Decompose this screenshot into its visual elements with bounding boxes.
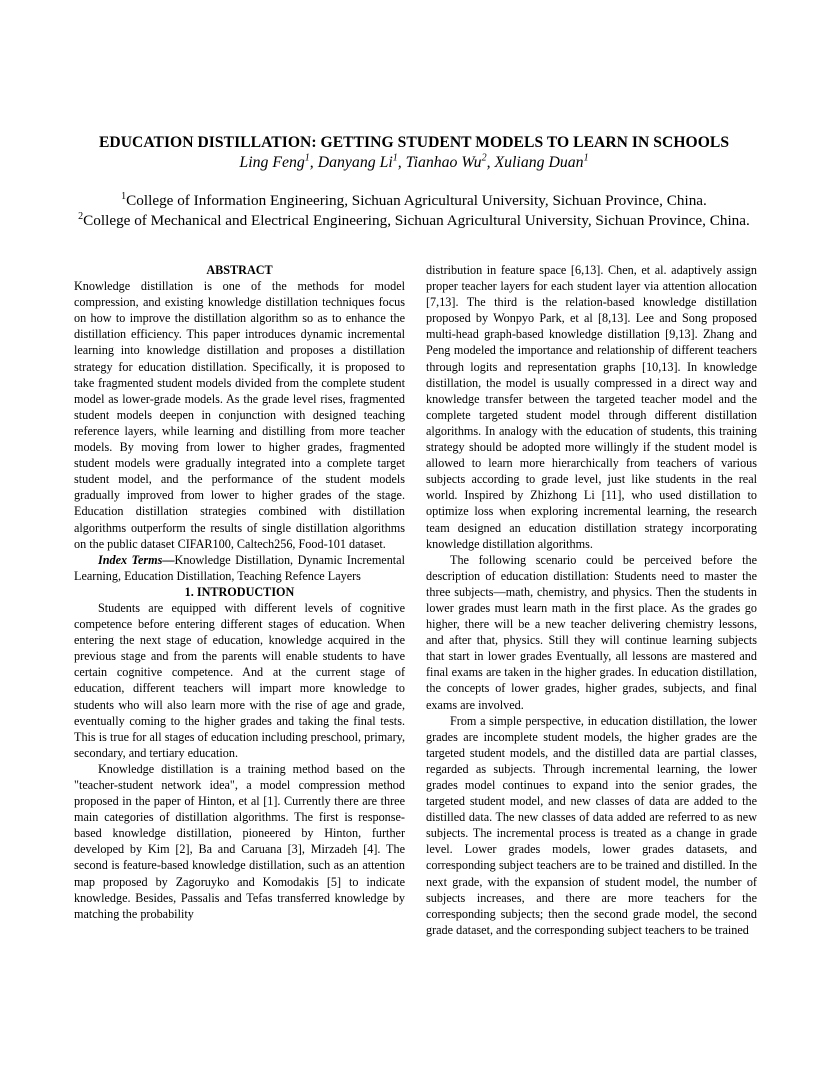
affiliations (60, 191, 768, 231)
index-terms-text: Knowledge Distillation, Dynamic Incremental Learning, Education Distillation, Teaching Refence Layers (74, 552, 405, 583)
intro-paragraph-1: Students are equipped with different levels of cognitive competence before entering different stages of education. When entering the next stage of education, knowledge acquired in the previous stage and from the parents will enable students to have certain cognitive competence. And at the current stage of education, different teachers will impart more knowledge to students who will also learn more with the rise of age and grade, eventually coming to the higher grades and taking the final tests. This is true for all stages of education including preschool, primary, secondary, and tertiary education. (74, 600, 405, 760)
abstract-text: Knowledge distillation is one of the methods for model compression, and existing knowledge distillation techniques focus on how to improve the distillation algorithm so as to enhance the distillation efficiency. This paper introduces dynamic incremental learning into knowledge distillation and proposes a distillation strategy for education distillation. Specifically, it is proposed to take fragmented student models divided from the complete student model as lower-grade models. As the grade level rises, fragmented student models deepen in conjunction with designed teaching reference layers, while learning and distilling from more teacher models. By moving from lower to higher grades, fragmented student models were gradually integrated into a complete target student model, and the performance of the student models gradually improved from lower to higher grades of the stage. Education distillation strategies combined with distillation algorithms outperform the results of single distillation algorithms on the public dataset CIFAR100, Caltech256, Food-101 dataset. (74, 279, 405, 551)
left-column (74, 262, 405, 922)
author-2: Danyang Li$^1$ (317, 152, 398, 171)
intro-paragraph-2-continued: distribution in feature space [6,13]. Chen, et al. adaptively assign proper teacher layers for each student layer via attention allocation [7,13]. The third is the relation-based knowledge distillation proposed by Wonpyo Park, et al [8,13]. Lee and Song proposed multi-head graph-based knowledge distillation [9,13]. Zhang and Peng modeled the importance and relationship of different teachers through logits and representation graphs [10,13]. In knowledge distillation, the model is usually compressed in a direct way and knowledge transfer between the targeted teacher model and the complete targeted student model through different distillation algorithms. In analogy with the education of students, this training strategy should be adopted more willingly if the student model is allowed to learn more hierarchically from teachers of various subjects according to grade level, just like students in the real world. Inspired by Zhizhong Li [11], who used distillation to optimize loss when exploring incremental learning, the research team designed an education distillation strategy incorporating knowledge distillation algorithms. (426, 263, 757, 551)
abstract-heading: ABSTRACT (206, 263, 273, 277)
index-terms (74, 552, 405, 584)
intro-paragraph-2: Knowledge distillation is a training method based on the "teacher-student network idea", a model compression method proposed in the paper of Hinton, et al [1]. Currently there are three main categories of distillation algorithms. The first is response-based knowledge distillation, pioneered by Hinton, further developed by Kim [2], Ba and Caruana [3], Mirzadeh [4]. The second is feature-based knowledge distillation, such as an attention map proposed by Zagoruyko and Komodakis [5] to indicate knowledge. Besides, Passalis and Tefas transferred knowledge by matching the probability (74, 761, 405, 921)
affiliation-1: $^1$College of Information Engineering, Sichuan Agricultural University, Sichuan Province, China. (121, 190, 707, 209)
introduction-heading: 1. INTRODUCTION (184, 584, 295, 599)
intro-paragraph-4: From a simple perspective, in education distillation, the lower grades are incomplete student models, the higher grades are the targeted student models, and the distilled data are partial classes, regarded as subjects. Through incremental learning, the lower grades model continues to expand into the senior grades, the targeted student model, and new classes of data are added to the distilled data. The new classes of data added are referred to as new subjects. The incremental process is treated as a change in grade level. Lower grades models, lower grades datasets, and corresponding subject teachers are to be trained and distilled. In the next grade, with the expansion of student model, the number of subjects increases, and there are more teachers for the corresponding subjects; then the second grade model, the second grade dataset, and the corresponding subject teachers to be trained (426, 713, 757, 937)
affiliation-2: $^2$College of Mechanical and Electrical Engineering, Sichuan Agricultural University, Sichuan Province, China. (78, 210, 750, 229)
author-3: Tianhao Wu$^2$ (405, 152, 487, 171)
author-1: Ling Feng$^1$ (239, 152, 310, 171)
author-4: Xuliang Duan$^1$ (494, 152, 589, 171)
paper-title: EDUCATION DISTILLATION: GETTING STUDENT MODELS TO LEARN IN SCHOOLS (98, 134, 730, 151)
intro-paragraph-3: The following scenario could be perceived before the description of education distillation: Students need to master the three subjects—math, chemistry, and physics. Then the students in lower grades must learn math in the first place. As the grades go higher, there will be a new teacher delivering chemistry lessons, and after that, physics. Still they will continue learning subjects that start in lower grades Eventually, all lessons are mastered and final exams are taken in the higher grades. In education distillation, the concepts of lower grades, higher grades, subjects, and final exams are involved. (426, 552, 757, 712)
right-column (426, 262, 757, 938)
index-terms-label: Index Terms— (98, 552, 175, 567)
author-list: Ling Feng$^1$, Danyang Li$^1$, Tianhao Wu$^2$, Xuliang Duan$^1$ (239, 152, 589, 171)
